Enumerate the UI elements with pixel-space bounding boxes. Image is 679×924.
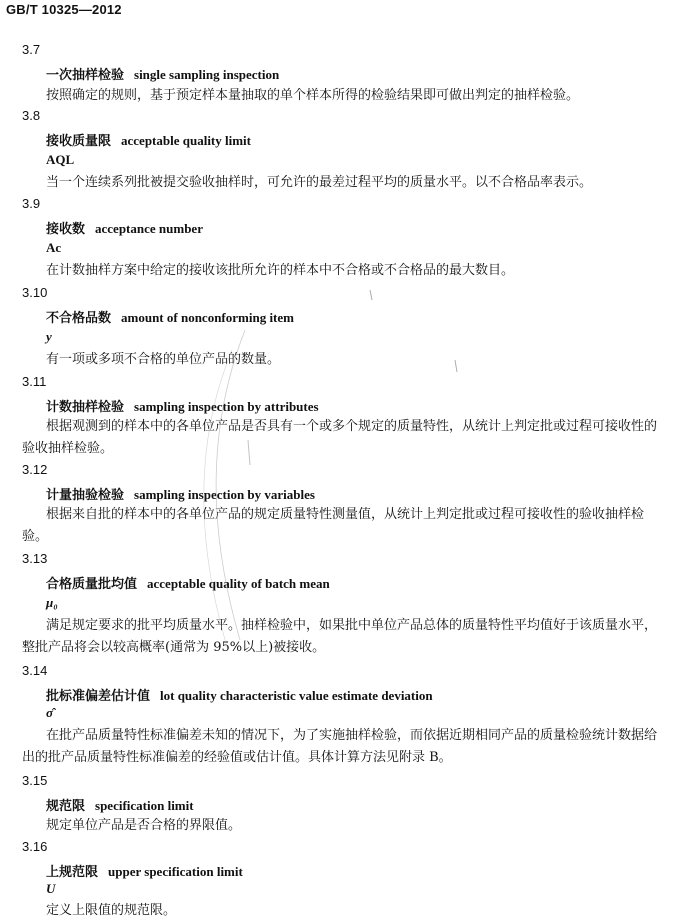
standard-code-header: GB/T 10325—2012 [6,2,122,17]
term-zh: 计量抽验检验 [46,488,125,503]
term-zh: 计数抽样检验 [46,400,125,415]
term-en: lot quality characteristic value estimate deviation [160,688,433,703]
entry-definition: 在批产品质量特性标准偏差未知的情况下，为了实施抽样检验，而依据近期相同产品的质量检验统计数据给出的批产品质量特性标准偏差的经验值或估计值。具体计算方法见附录 B。 [22,728,658,765]
entry-symbol: y [46,329,52,344]
term-zh: 接收质量限 [46,134,112,149]
entry-term [46,218,203,237]
entry-term [46,795,194,814]
term-en: sampling inspection by attributes [134,399,319,414]
entry-definition: 定义上限值的规范限。 [46,903,177,918]
entry-symbol: U [46,881,56,896]
entry-symbol: σ̂ [46,705,54,720]
term-zh: 接收数 [46,222,86,237]
entry-number: 3.7 [22,42,41,57]
term-en: specification limit [95,798,194,813]
term-en: acceptable quality limit [121,133,252,148]
entry-term [46,573,330,592]
entry-symbol: AQL [46,152,75,167]
entry-term [46,861,243,880]
entry-number: 3.8 [22,108,41,123]
term-zh: 上规范限 [46,865,99,880]
term-en: acceptance number [95,221,203,236]
entry-term [46,64,279,83]
term-en: single sampling inspection [134,67,280,82]
entry-symbol: μ₀ [46,595,58,610]
entry-number: 3.15 [22,773,48,788]
entry-definition: 根据来自批的样本中的各单位产品的规定质量特性测量值，从统计上判定批或过程可接收性的验收抽样检验。 [22,507,645,544]
term-en: upper specification limit [108,864,243,879]
entry-definition: 根据观测到的样本中的各单位产品是否具有一个或多个规定的质量特性，从统计上判定批或过程可接收性的验收抽样检验。 [22,419,658,456]
entry-number: 3.14 [22,663,48,678]
entry-number: 3.10 [22,285,48,300]
entry-definition: 按照确定的规则，基于预定样本量抽取的单个样本所得的检验结果即可做出判定的抽样检验。 [46,88,580,103]
entry-definition: 在计数抽样方案中给定的接收该批所允许的样本中不合格或不合格品的最大数目。 [46,263,515,278]
entry-term [46,685,433,704]
term-zh: 一次抽样检验 [46,68,125,83]
entry-term [46,307,294,326]
entry-number: 3.11 [22,374,47,389]
entry-term [46,396,319,415]
entry-number: 3.16 [22,839,48,854]
term-en: sampling inspection by variables [134,487,315,502]
entry-term [46,484,315,503]
entry-number: 3.12 [22,462,48,477]
entry-definition: 当一个连续系列批被提交验收抽样时，可允许的最差过程平均的质量水平。以不合格品率表示。 [46,175,593,190]
term-en: acceptable quality of batch mean [147,576,330,591]
entry-definition: 规定单位产品是否合格的界限值。 [46,818,242,833]
entry-symbol: Ac [46,240,62,255]
entry-definition: 满足规定要求的批平均质量水平。抽样检验中，如果批中单位产品总体的质量特性平均值好于该质量水平，整批产品将会以较高概率(通常为 95%以上)被接收。 [22,618,658,655]
entry-number: 3.9 [22,196,41,211]
entry-definition: 有一项或多项不合格的单位产品的数量。 [46,352,281,367]
entry-term [46,130,251,149]
term-en: amount of nonconforming item [121,310,294,325]
term-zh: 合格质量批均值 [46,577,138,592]
term-zh: 不合格品数 [46,311,112,326]
entry-number: 3.13 [22,551,48,566]
term-zh: 批标准偏差估计值 [46,689,151,704]
term-zh: 规范限 [46,799,86,814]
